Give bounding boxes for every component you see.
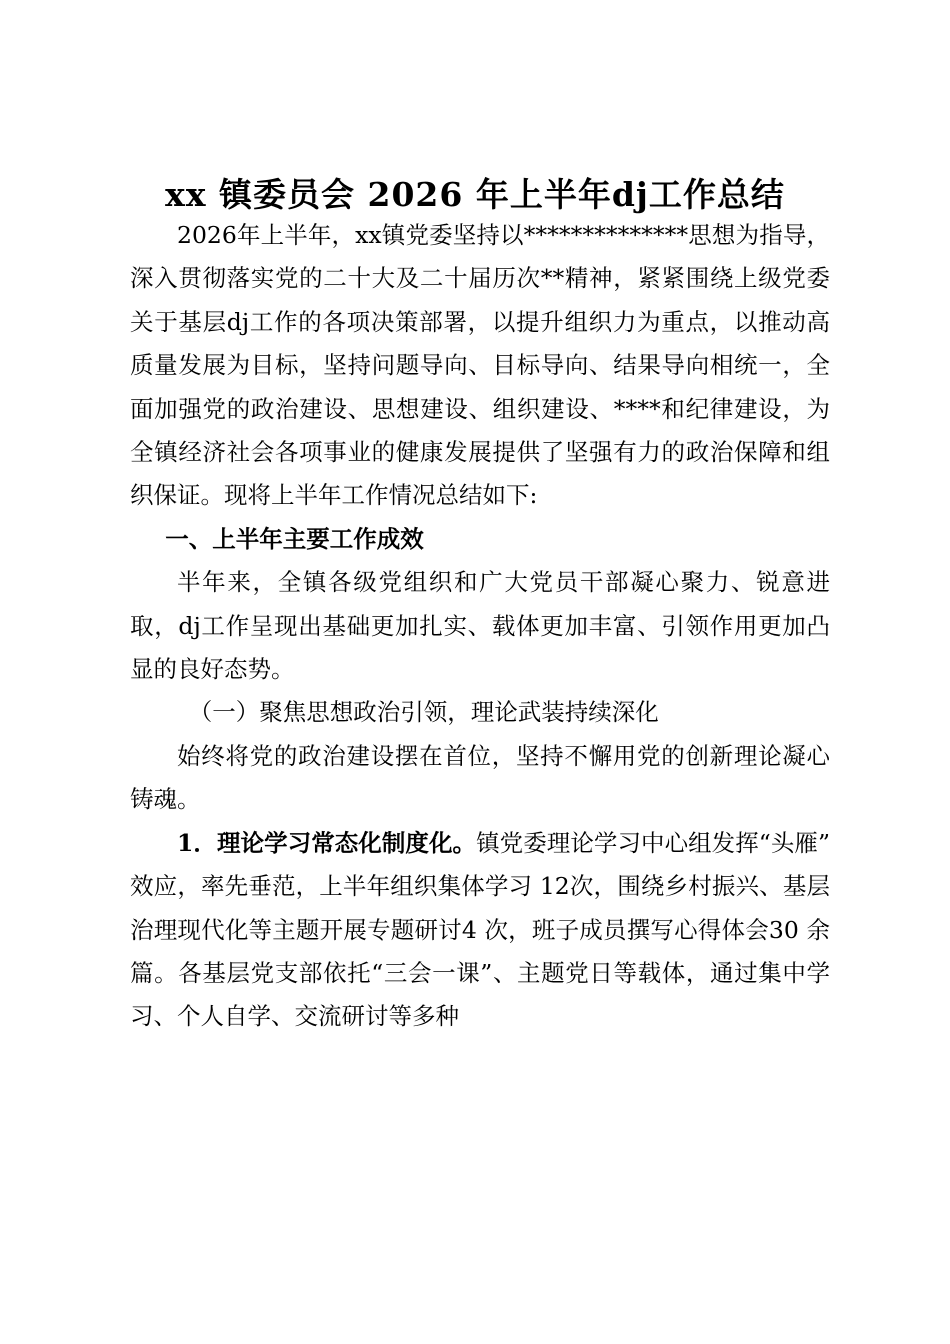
item-text: 镇党委理论学习中心组发挥“头雁” 效应，率先垂范，上半年组织集体学习 12次，围绕乡村振兴、基层治理现代化等主题开展专题研讨4 次，班子成员撰写心得体会30 余篇。各基层党支部依托“三会一课”、主题党日等载体，通过集中学习、个人自学、交流研讨等多种 <box>130 828 830 1031</box>
subsection-heading: （一）聚焦思想政治引领，理论武装持续深化 <box>188 698 659 727</box>
document-title: xx 镇委员会 2026 年上半年dj工作总结 <box>165 175 785 214</box>
item-lead: 1．理论学习常态化制度化。 <box>177 828 477 857</box>
document-body <box>130 214 830 1039</box>
section-paragraph: 半年来，全镇各级党组织和广大党员干部凝心聚力、锐意进取，dj工作呈现出基础更加扎实、载体更加丰富、引领作用更加凸显的良好态势。 <box>130 568 830 684</box>
section-heading: 一、上半年主要工作成效 <box>165 524 424 553</box>
item-paragraph <box>130 822 830 1039</box>
subsection-paragraph: 始终将党的政治建设摆在首位，坚持不懈用党的创新理论凝心铸魂。 <box>130 741 830 814</box>
intro-paragraph: 2026年上半年，xx镇党委坚持以**************思想为指导，深入贯彻落实党的二十大及二十届历次**精神，紧紧围绕上级党委关于基层dj工作的各项决策部署，以提升组织力为重点，以推动高质量发展为目标，坚持问题导向、目标导向、结果导向相统一，全面加强党的政治建设、思想建设、组织建设、****和纪律建设，为全镇经济社会各项事业的健康发展提供了坚强有力的政治保障和组织保证。现将上半年工作情况总结如下: <box>130 221 830 510</box>
